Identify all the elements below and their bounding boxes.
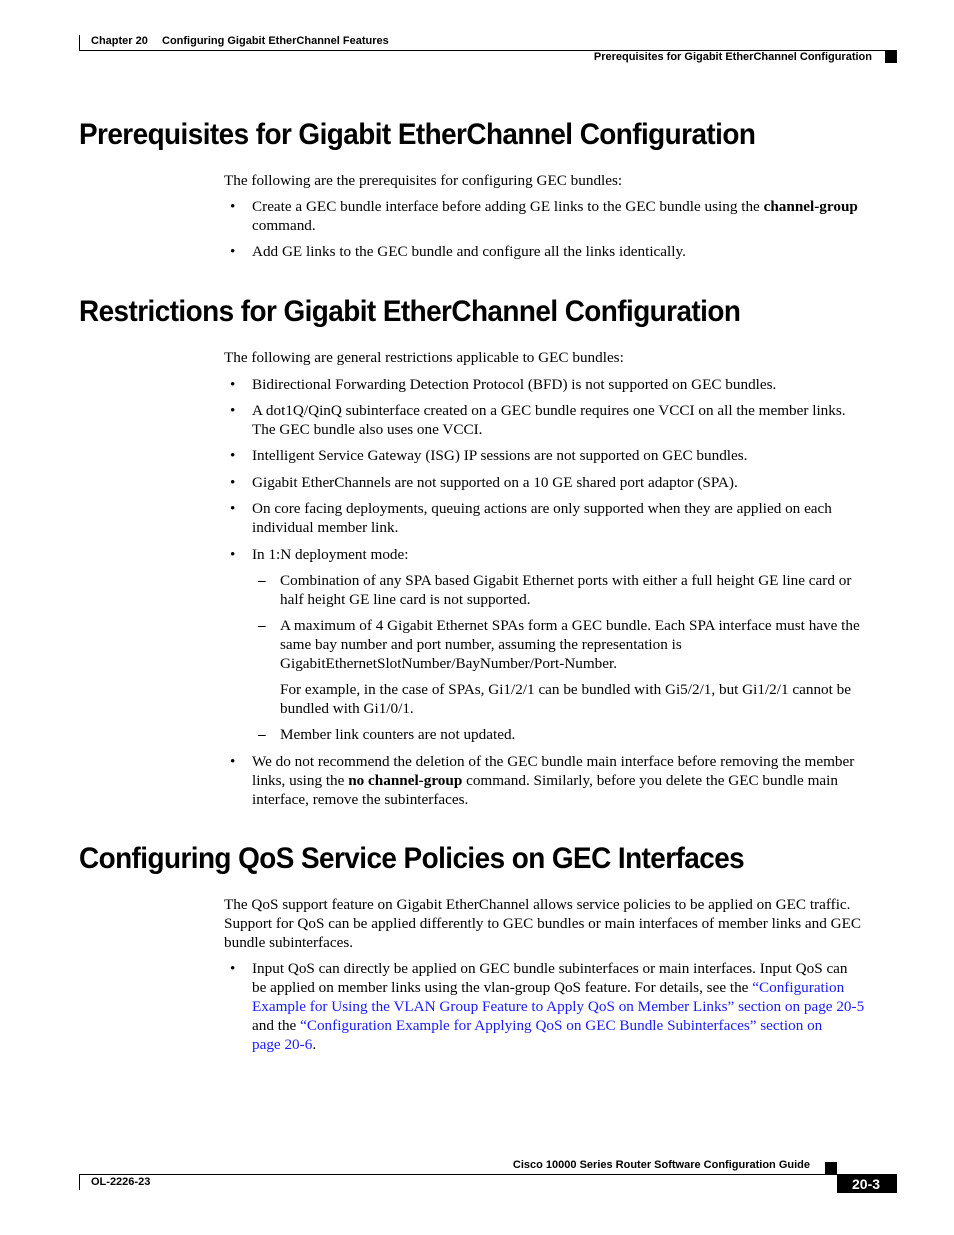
bullet-icon: • bbox=[230, 376, 236, 393]
footer-left-rule bbox=[79, 1174, 80, 1190]
text: GigabitEthernetSlotNumber/BayNumber/Port-Number. bbox=[280, 655, 618, 672]
text: individual member link. bbox=[252, 519, 399, 536]
text: interface, remove the subinterfaces. bbox=[252, 791, 469, 808]
text: same bay number and port number, assuming the representation is bbox=[280, 636, 682, 653]
list-item bbox=[252, 499, 896, 537]
bullet-icon: • bbox=[230, 753, 236, 770]
dash-icon: – bbox=[258, 726, 266, 743]
section-title-prerequisites: Prerequisites for Gigabit EtherChannel Configuration bbox=[79, 118, 756, 151]
paragraph: The following are the prerequisites for configuring GEC bundles: bbox=[224, 172, 623, 189]
section-title-qos: Configuring QoS Service Policies on GEC Interfaces bbox=[79, 842, 745, 875]
bullet-icon: • bbox=[230, 198, 236, 215]
page-number: 20-3 bbox=[852, 1176, 881, 1192]
header-section: Prerequisites for Gigabit EtherChannel Configuration bbox=[593, 51, 872, 63]
paragraph: The following are general restrictions applicable to GEC bundles: bbox=[224, 349, 624, 366]
text: We do not recommend the deletion of the GEC bundle main interface before removing the member bbox=[252, 753, 855, 770]
text: A dot1Q/QinQ subinterface created on a GEC bundle requires one VCCI on all the member links. bbox=[252, 402, 846, 419]
text: half height GE line card is not supported. bbox=[280, 591, 531, 608]
list-item: Add GE links to the GEC bundle and configure all the links identically. bbox=[252, 243, 686, 260]
text: . bbox=[312, 1036, 317, 1053]
text: The QoS support feature on Gigabit EtherChannel allows service policies to be applied on GEC traffic. bbox=[224, 896, 851, 913]
link-vlan-group-example[interactable]: “Configuration bbox=[752, 979, 845, 996]
footer-doc-id: OL-2226-23 bbox=[91, 1176, 151, 1188]
text: bundle subinterfaces. bbox=[224, 934, 354, 951]
link-gec-subinterface-example[interactable]: “Configuration Example for Applying QoS on GEC Bundle Subinterfaces” section on bbox=[300, 1017, 823, 1034]
text: Support for QoS can be applied differently to GEC bundles or main interfaces of member links and GEC bbox=[224, 915, 862, 932]
text: On core facing deployments, queuing actions are only supported when they are applied on each bbox=[252, 500, 832, 517]
command: no channel-group bbox=[348, 772, 463, 789]
text: be applied on member links using the vlan-group QoS feature. For details, see the bbox=[252, 979, 753, 996]
text: command. Similarly, before you delete the GEC bundle main bbox=[462, 772, 838, 789]
section-title-restrictions: Restrictions for Gigabit EtherChannel Configuration bbox=[79, 295, 741, 328]
text: Input QoS can directly be applied on GEC bundle subinterfaces or main interfaces. Input QoS can bbox=[252, 960, 848, 977]
footer-marker bbox=[825, 1162, 837, 1174]
header-left-rule bbox=[79, 35, 80, 51]
bullet-icon: • bbox=[230, 546, 236, 563]
sub-list-item bbox=[280, 616, 896, 673]
list-item bbox=[252, 752, 896, 809]
list-item bbox=[252, 401, 896, 439]
link-vlan-group-example-cont[interactable]: Example for Using the VLAN Group Feature to Apply QoS on Member Links” section on page 20-5 bbox=[252, 998, 865, 1015]
command: channel-group bbox=[763, 198, 858, 215]
sub-list-item bbox=[280, 571, 896, 609]
sub-list-example bbox=[280, 680, 896, 718]
bullet-icon: • bbox=[230, 447, 236, 464]
bullet-icon: • bbox=[230, 960, 236, 977]
bullet-icon: • bbox=[230, 500, 236, 517]
list-item: In 1:N deployment mode: bbox=[252, 546, 409, 563]
text: bundled with Gi1/0/1. bbox=[280, 700, 414, 717]
text: Create a GEC bundle interface before adding GE links to the GEC bundle using the bbox=[252, 198, 764, 215]
text: For example, in the case of SPAs, Gi1/2/1 can be bundled with Gi5/2/1, but Gi1/2/1 cannot be bbox=[280, 681, 851, 698]
header-chapter-title: Configuring Gigabit EtherChannel Features bbox=[162, 35, 389, 47]
list-item: Gigabit EtherChannels are not supported on a 10 GE shared port adaptor (SPA). bbox=[252, 474, 738, 491]
bullet-icon: • bbox=[230, 402, 236, 419]
link-gec-subinterface-example-cont[interactable]: page 20-6 bbox=[252, 1036, 313, 1053]
footer-rule bbox=[79, 1174, 897, 1175]
list-item bbox=[252, 959, 896, 1054]
list-item: Intelligent Service Gateway (ISG) IP sessions are not supported on GEC bundles. bbox=[252, 447, 748, 464]
bullet-icon: • bbox=[230, 243, 236, 260]
text: command. bbox=[252, 217, 316, 234]
text: The GEC bundle also uses one VCCI. bbox=[252, 421, 483, 438]
list-item: Bidirectional Forwarding Detection Protocol (BFD) is not supported on GEC bundles. bbox=[252, 376, 777, 393]
bullet-icon: • bbox=[230, 474, 236, 491]
sub-list-item: Member link counters are not updated. bbox=[280, 726, 516, 743]
paragraph bbox=[224, 895, 896, 952]
list-item bbox=[252, 197, 896, 235]
dash-icon: – bbox=[258, 617, 266, 634]
header-chapter: Chapter 20 bbox=[91, 35, 148, 47]
footer-guide-title: Cisco 10000 Series Router Software Configuration Guide bbox=[512, 1159, 810, 1171]
text: Combination of any SPA based Gigabit Ethernet ports with either a full height GE line card or bbox=[280, 572, 852, 589]
text: and the bbox=[252, 1017, 301, 1034]
header-marker bbox=[885, 51, 897, 63]
dash-icon: – bbox=[258, 572, 266, 589]
text: links, using the bbox=[252, 772, 349, 789]
text: A maximum of 4 Gigabit Ethernet SPAs form a GEC bundle. Each SPA interface must have the bbox=[280, 617, 860, 634]
